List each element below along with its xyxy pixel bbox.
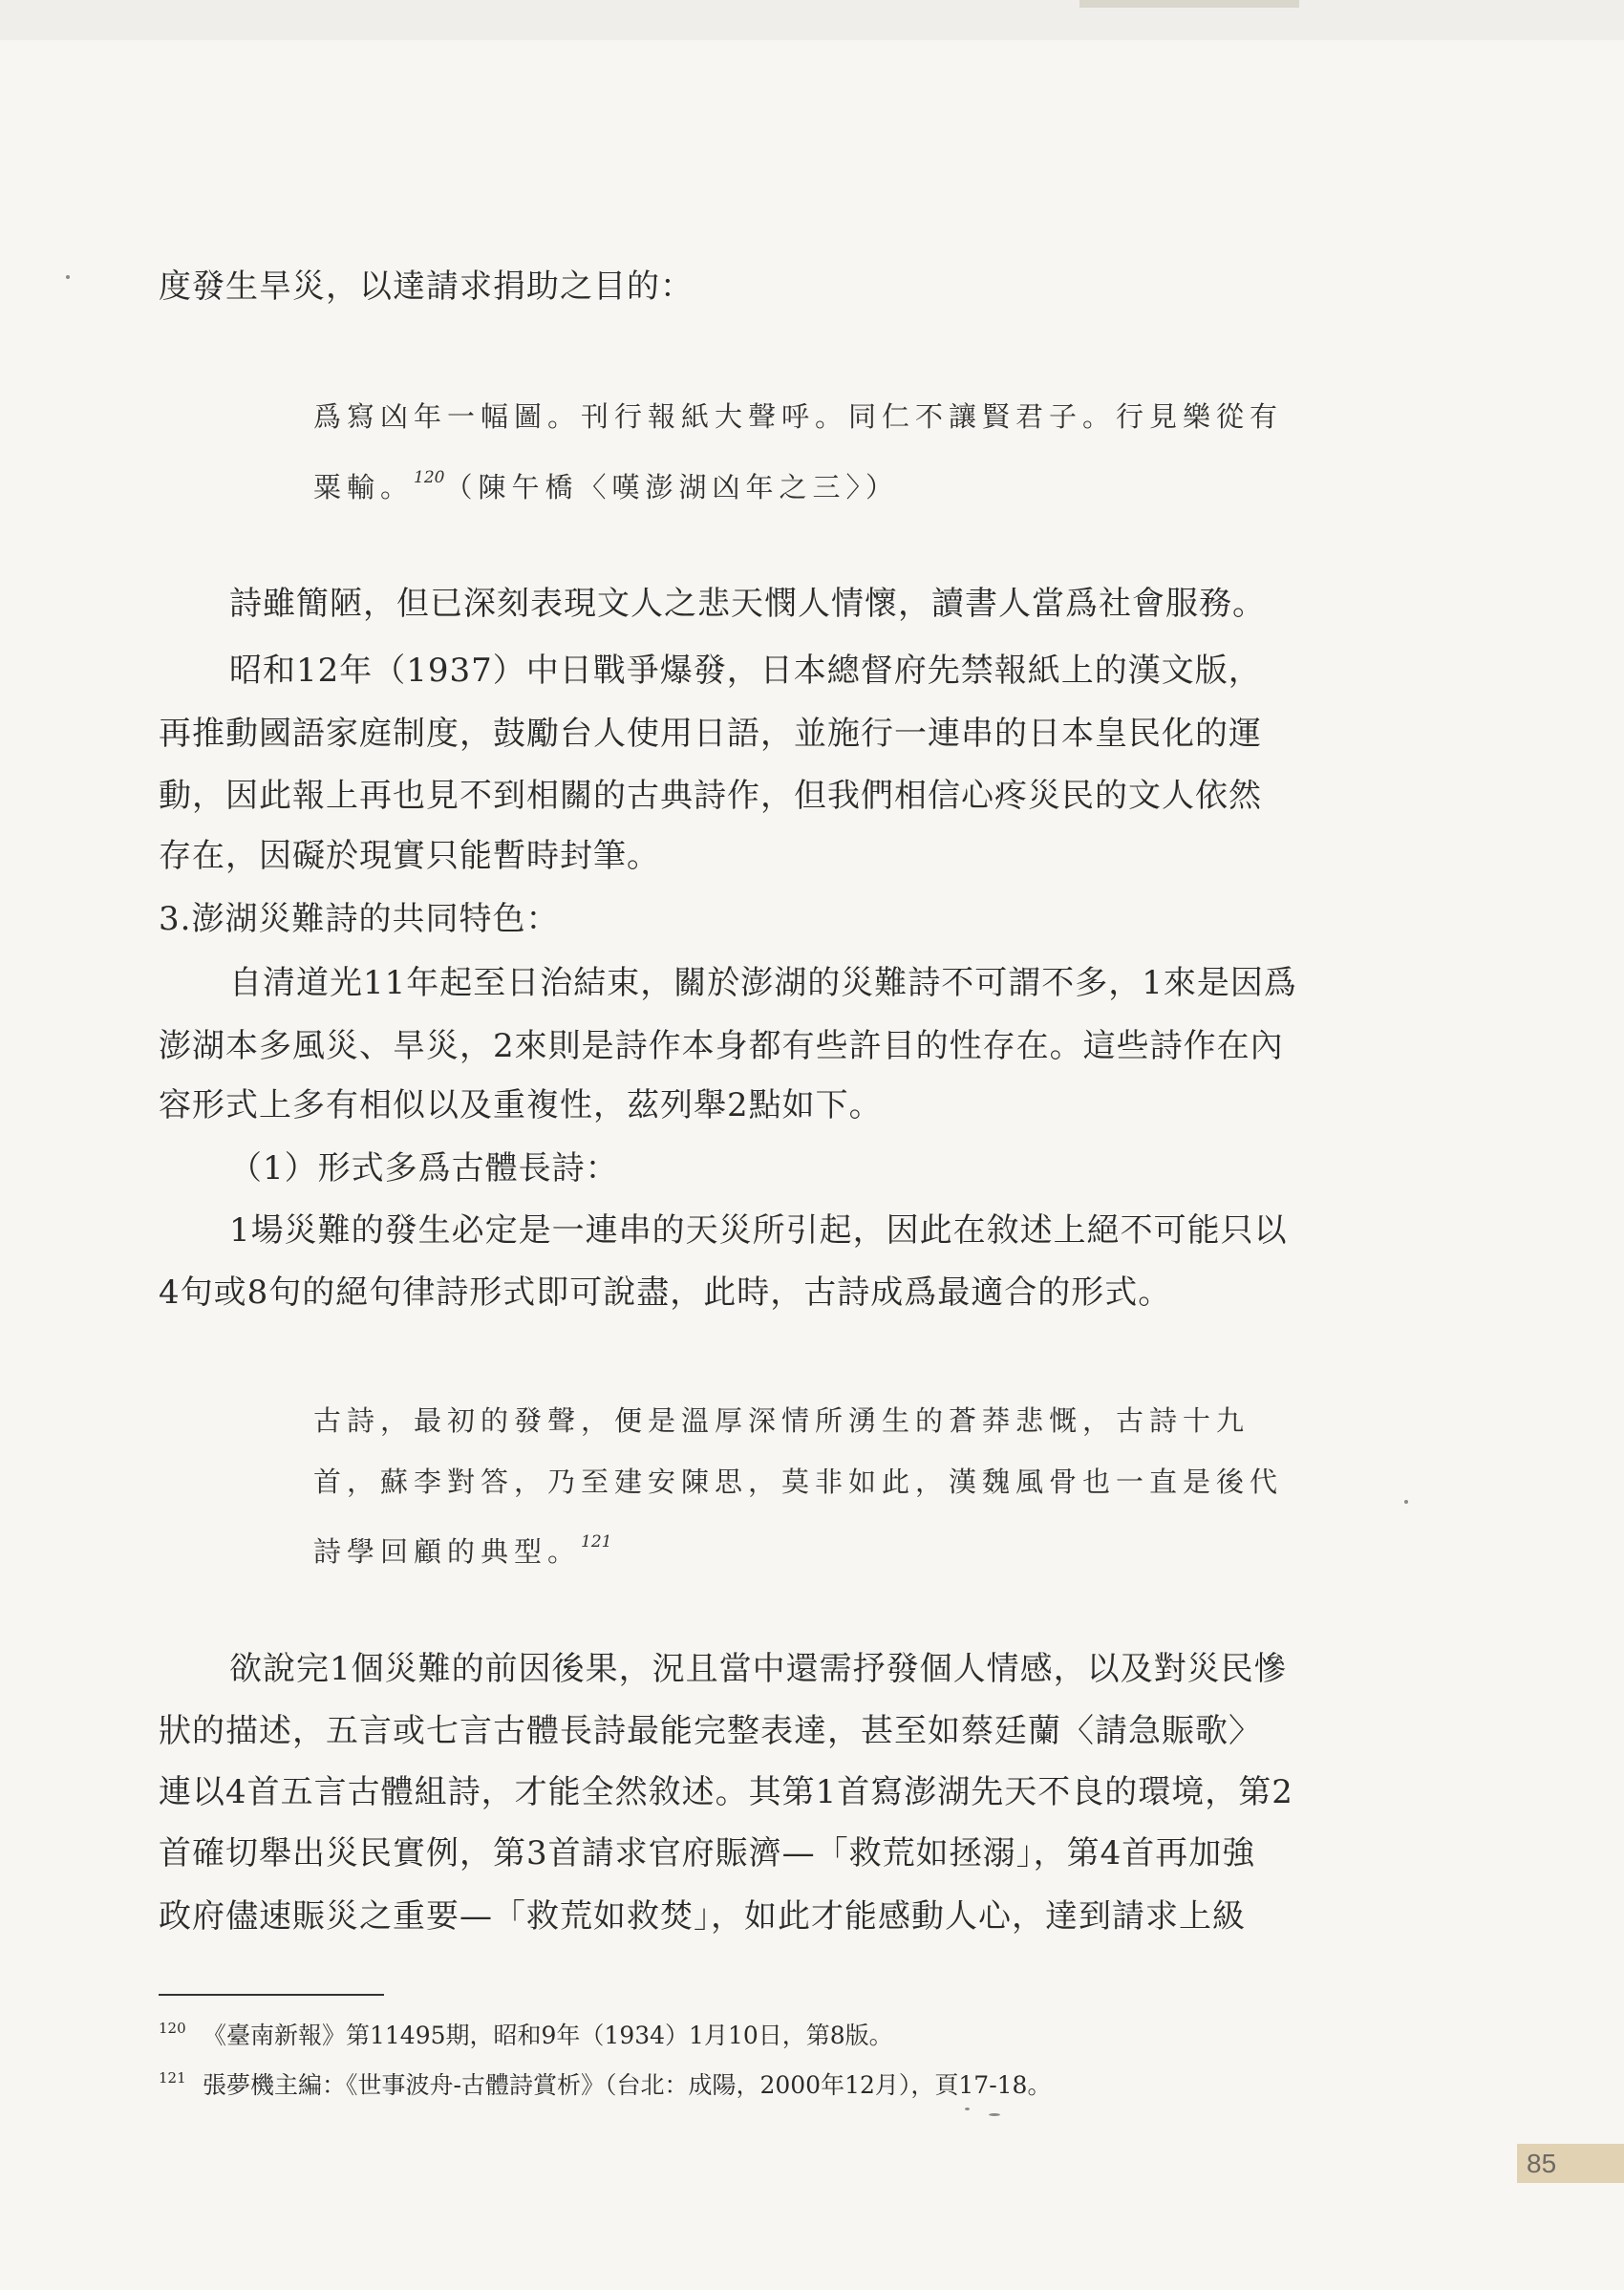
paragraph-line: 動，因此報上再也見不到相關的古典詩作，但我們相信心疼災民的文人依然 bbox=[159, 777, 1262, 815]
footnote-ref: 121 bbox=[581, 1532, 612, 1552]
paragraph-line: 自清道光11年起至日治結束，關於澎湖的災難詩不可謂不多，1來是因爲 bbox=[229, 964, 1297, 1002]
paragraph-line: 1場災難的發生必定是一連串的天災所引起，因此在敘述上絕不可能只以 bbox=[229, 1211, 1288, 1250]
scan-top-mark bbox=[1079, 0, 1299, 8]
footnote-ref: 120 bbox=[414, 468, 445, 487]
paragraph-line: 欲說完1個災難的前因後果，況且當中還需抒發個人情感，以及對災民慘 bbox=[229, 1650, 1288, 1688]
paragraph-line: 詩雖簡陋，但已深刻表現文人之悲天憫人情懷，讀書人當爲社會服務。 bbox=[229, 585, 1266, 623]
paragraph-line: 存在，因礙於現實只能暫時封筆。 bbox=[159, 837, 660, 875]
footnote-number: 121 bbox=[159, 2069, 186, 2087]
paragraph-line: 再推動國語家庭制度，鼓勵台人使用日語，並施行一連串的日本皇民化的運 bbox=[159, 715, 1262, 753]
footnote-number: 120 bbox=[159, 2020, 186, 2037]
scan-top-edge bbox=[0, 0, 1624, 40]
footnote bbox=[159, 2012, 1372, 2052]
paragraph-line: 昭和12年（1937）中日戰爭爆發，日本總督府先禁報紙上的漢文版， bbox=[229, 652, 1262, 690]
scan-speck bbox=[965, 2108, 970, 2110]
quote-text: 粟輸。 bbox=[313, 471, 415, 503]
section-heading: 3.澎湖災難詩的共同特色： bbox=[159, 900, 560, 938]
footnote-divider bbox=[159, 1994, 384, 1996]
quote-line: 爲寫凶年一幅圖。刊行報紙大聲呼。同仁不讓賢君子。行見樂從有 bbox=[313, 400, 1284, 433]
footnote-text: 張夢機主編：《世事波舟-古體詩賞析》（台北：成陽，2000年12月），頁17-18。 bbox=[203, 2071, 1052, 2099]
paragraph-line: 4句或8句的絕句律詩形式即可說盡，此時，古詩成爲最適合的形式。 bbox=[159, 1273, 1172, 1312]
scan-speck bbox=[1404, 1500, 1408, 1504]
footnote-text: 《臺南新報》第11495期，昭和9年（1934）1月10日，第8版。 bbox=[203, 2022, 893, 2049]
scan-speck bbox=[989, 2113, 1000, 2116]
quote-source: （陳午橋〈嘆澎湖凶年之三〉） bbox=[444, 471, 899, 503]
paragraph-line: 首確切舉出災民實例，第3首請求官府賑濟—「救荒如拯溺」，第4首再加強 bbox=[159, 1834, 1256, 1873]
quote-line: 首，蘇李對答，乃至建安陳思，莫非如此，漢魏風骨也一直是後代 bbox=[313, 1466, 1284, 1498]
quote-line: 古詩，最初的發聲，便是溫厚深情所湧生的蒼莽悲慨，古詩十九 bbox=[313, 1404, 1250, 1437]
subsection-heading: （1）形式多爲古體長詩： bbox=[229, 1149, 619, 1188]
paragraph-line: 狀的描述，五言或七言古體長詩最能完整表達，甚至如蔡廷蘭〈請急賑歌〉 bbox=[159, 1712, 1262, 1750]
paragraph-line: 容形式上多有相似以及重複性，茲列舉2點如下。 bbox=[159, 1086, 883, 1124]
paragraph-line: 澎湖本多風災、旱災，2來則是詩作本身都有些許目的性存在。這些詩作在內 bbox=[159, 1027, 1284, 1065]
quote-line bbox=[313, 459, 1374, 506]
paragraph-line: 政府儘速賑災之重要—「救荒如救焚」，如此才能感動人心，達到請求上級 bbox=[159, 1897, 1246, 1936]
footnote bbox=[159, 2062, 1372, 2102]
paragraph-line: 度發生旱災，以達請求捐助之目的： bbox=[159, 268, 694, 306]
scan-speck bbox=[66, 275, 70, 279]
page-number: 85 bbox=[1517, 2144, 1624, 2183]
paragraph-line: 連以4首五言古體組詩，才能全然敘述。其第1首寫澎湖先天不良的環境，第2 bbox=[159, 1773, 1293, 1811]
quote-line bbox=[313, 1523, 1374, 1571]
quote-text: 詩學回顧的典型。 bbox=[313, 1535, 582, 1568]
